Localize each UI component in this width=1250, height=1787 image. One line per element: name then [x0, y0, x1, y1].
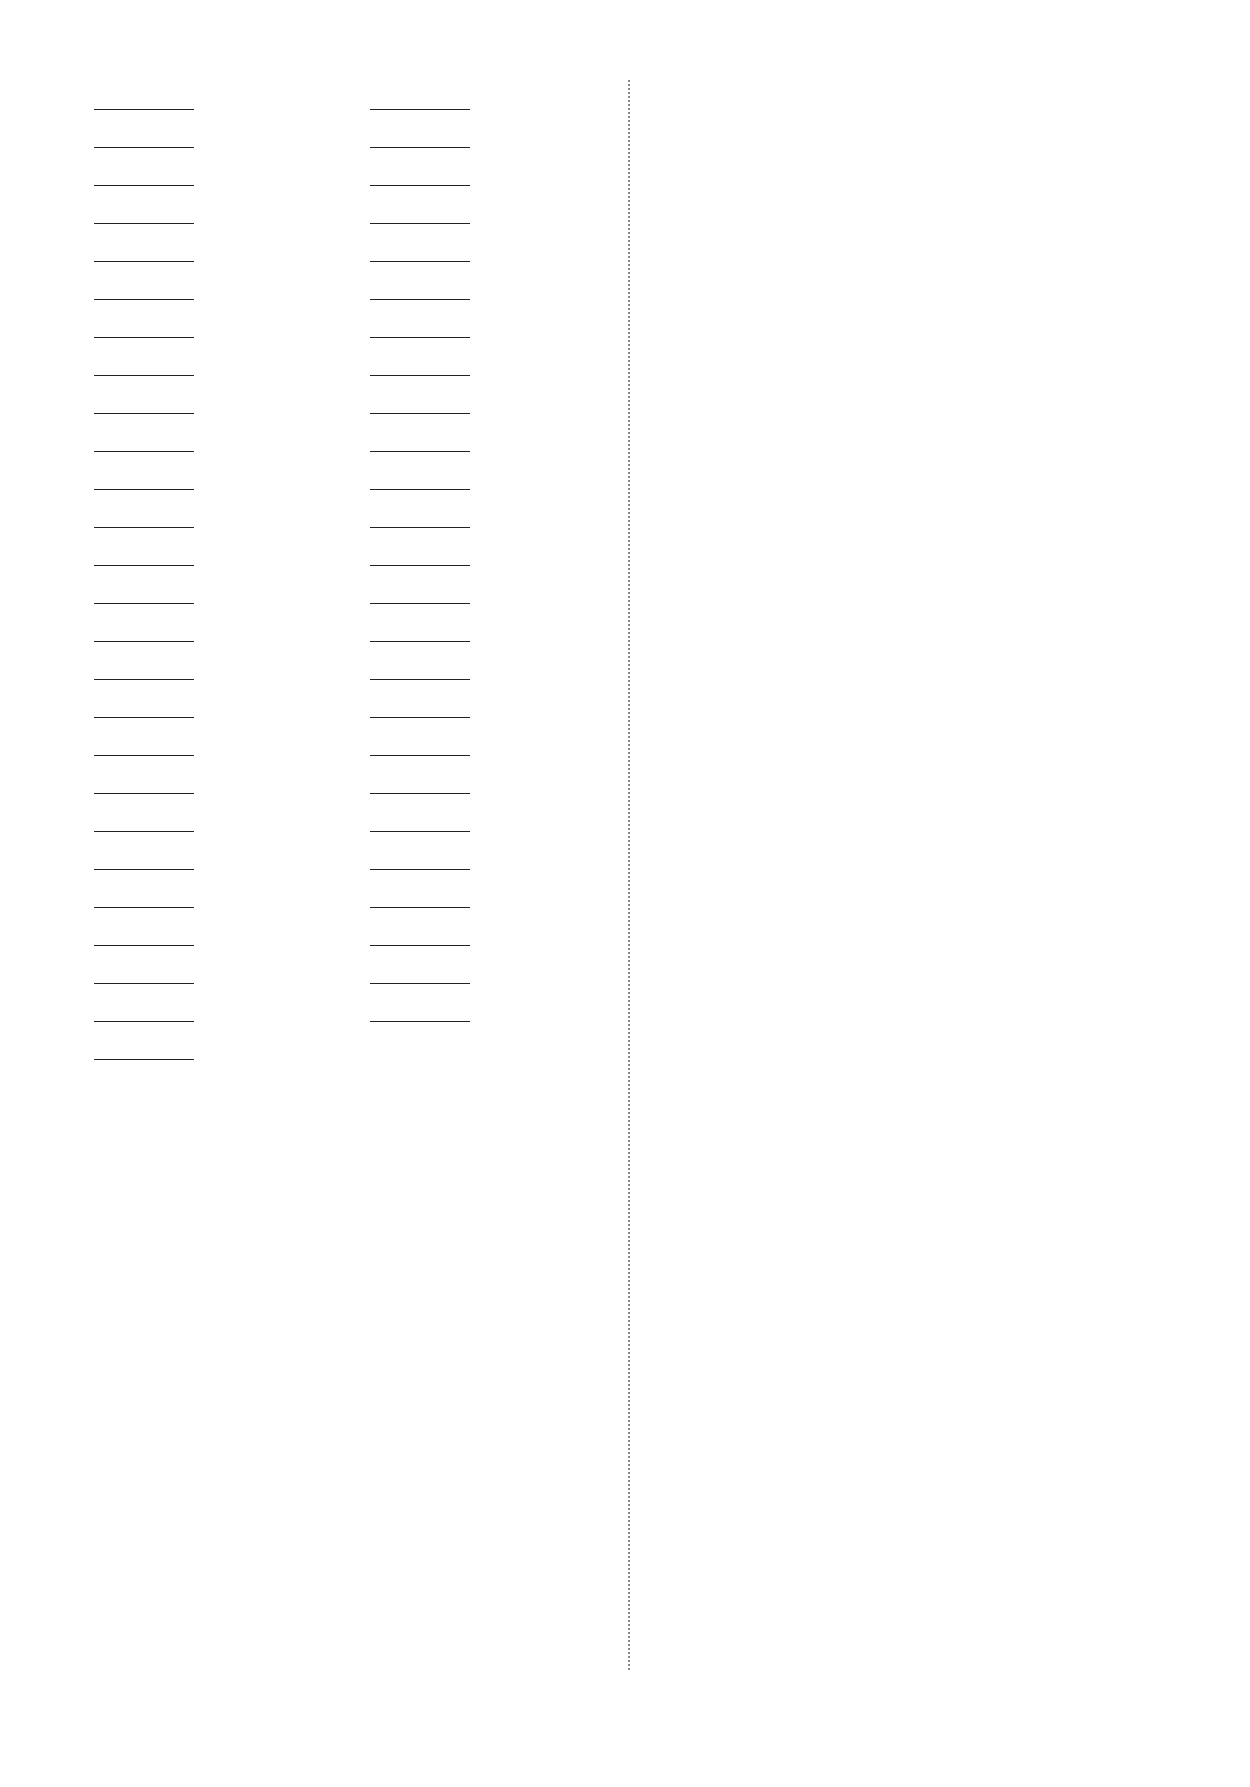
pinyin-answer [370, 603, 470, 604]
pinyin-answer [370, 489, 470, 490]
pinyin-row [92, 452, 362, 490]
pinyin-row [92, 72, 362, 110]
pinyin-row [92, 984, 362, 1022]
pinyin-answer [370, 565, 470, 566]
pinyin-row [368, 718, 618, 756]
pinyin-row [368, 300, 618, 338]
pinyin-answer [370, 983, 470, 984]
pinyin-row [92, 642, 362, 680]
pinyin-row [92, 376, 362, 414]
pinyin-row [368, 870, 618, 908]
pinyin-answer [370, 451, 470, 452]
section-title-zixing [92, 1060, 622, 1098]
pinyin-answer [370, 793, 470, 794]
pinyin-answer [94, 223, 194, 224]
pinyin-row [368, 832, 618, 870]
pinyin-answer [94, 375, 194, 376]
pinyin-answer [94, 755, 194, 756]
pinyin-answer [370, 337, 470, 338]
pinyin-row [92, 110, 362, 148]
pinyin-answer [370, 1021, 470, 1022]
pinyin-row [92, 148, 362, 186]
pinyin-row [368, 794, 618, 832]
pinyin-answer [370, 869, 470, 870]
pinyin-answer [370, 223, 470, 224]
pinyin-row [368, 908, 618, 946]
pinyin-answer [94, 185, 194, 186]
pinyin-answer [370, 185, 470, 186]
pinyin-column-right [368, 72, 618, 1022]
pinyin-answer [94, 831, 194, 832]
pinyin-answer [370, 527, 470, 528]
pinyin-answer [370, 641, 470, 642]
pinyin-row [368, 756, 618, 794]
pinyin-row [368, 490, 618, 528]
pinyin-answer [94, 109, 194, 110]
pinyin-answer [370, 717, 470, 718]
pinyin-answer [94, 679, 194, 680]
pinyin-answer [370, 299, 470, 300]
pinyin-row [368, 528, 618, 566]
pinyin-row [92, 604, 362, 642]
pinyin-row [92, 718, 362, 756]
pinyin-row [368, 148, 618, 186]
pinyin-answer [370, 147, 470, 148]
pinyin-row [368, 604, 618, 642]
pinyin-answer [94, 261, 194, 262]
pinyin-row [368, 110, 618, 148]
pinyin-row [92, 832, 362, 870]
pinyin-row [368, 452, 618, 490]
pinyin-answer [94, 299, 194, 300]
pinyin-answer [94, 413, 194, 414]
pinyin-row [92, 946, 362, 984]
pinyin-answer [94, 1059, 194, 1060]
pinyin-row [92, 756, 362, 794]
pinyin-row [368, 642, 618, 680]
pinyin-answer [94, 869, 194, 870]
pinyin-row [92, 528, 362, 566]
pinyin-answer [370, 375, 470, 376]
pinyin-answer [94, 527, 194, 528]
pinyin-answer [94, 565, 194, 566]
pinyin-row [92, 680, 362, 718]
pinyin-answer [370, 413, 470, 414]
pinyin-answer [370, 109, 470, 110]
pinyin-row [368, 946, 618, 984]
pinyin-row [92, 414, 362, 452]
pinyin-answer [94, 641, 194, 642]
pinyin-row [92, 186, 362, 224]
pinyin-row [92, 870, 362, 908]
pinyin-answer [94, 717, 194, 718]
pinyin-row [92, 908, 362, 946]
pinyin-row [368, 186, 618, 224]
pinyin-answer [94, 603, 194, 604]
pinyin-answer [370, 831, 470, 832]
column-divider [628, 80, 630, 1670]
pinyin-answer [370, 945, 470, 946]
pinyin-row [368, 566, 618, 604]
pinyin-row [92, 794, 362, 832]
pinyin-row [92, 1022, 362, 1060]
pinyin-answer [94, 983, 194, 984]
pinyin-answer [370, 261, 470, 262]
pinyin-answer [370, 755, 470, 756]
pinyin-answer [94, 451, 194, 452]
pinyin-answer [94, 489, 194, 490]
pinyin-row [92, 300, 362, 338]
pinyin-row [92, 566, 362, 604]
pinyin-answer [94, 793, 194, 794]
pinyin-row [368, 338, 618, 376]
pinyin-answer [94, 337, 194, 338]
pinyin-row [368, 262, 618, 300]
unit-title [92, 1098, 622, 1136]
pinyin-row [368, 680, 618, 718]
zixing-block [92, 1098, 622, 1212]
pinyin-row [92, 262, 362, 300]
pinyin-row [92, 224, 362, 262]
pinyin-row [368, 376, 618, 414]
unit-title [92, 1174, 622, 1212]
pinyin-row [92, 490, 362, 528]
pinyin-column-left [92, 72, 362, 1212]
pinyin-answer [94, 907, 194, 908]
unit-title [92, 1136, 622, 1174]
pinyin-row [368, 414, 618, 452]
pinyin-answer [370, 907, 470, 908]
pinyin-row [368, 984, 618, 1022]
pinyin-answer [94, 147, 194, 148]
pinyin-answer [370, 679, 470, 680]
pinyin-row [368, 72, 618, 110]
pinyin-row [92, 338, 362, 376]
pinyin-answer [94, 1021, 194, 1022]
pinyin-answer [94, 945, 194, 946]
pinyin-row [368, 224, 618, 262]
